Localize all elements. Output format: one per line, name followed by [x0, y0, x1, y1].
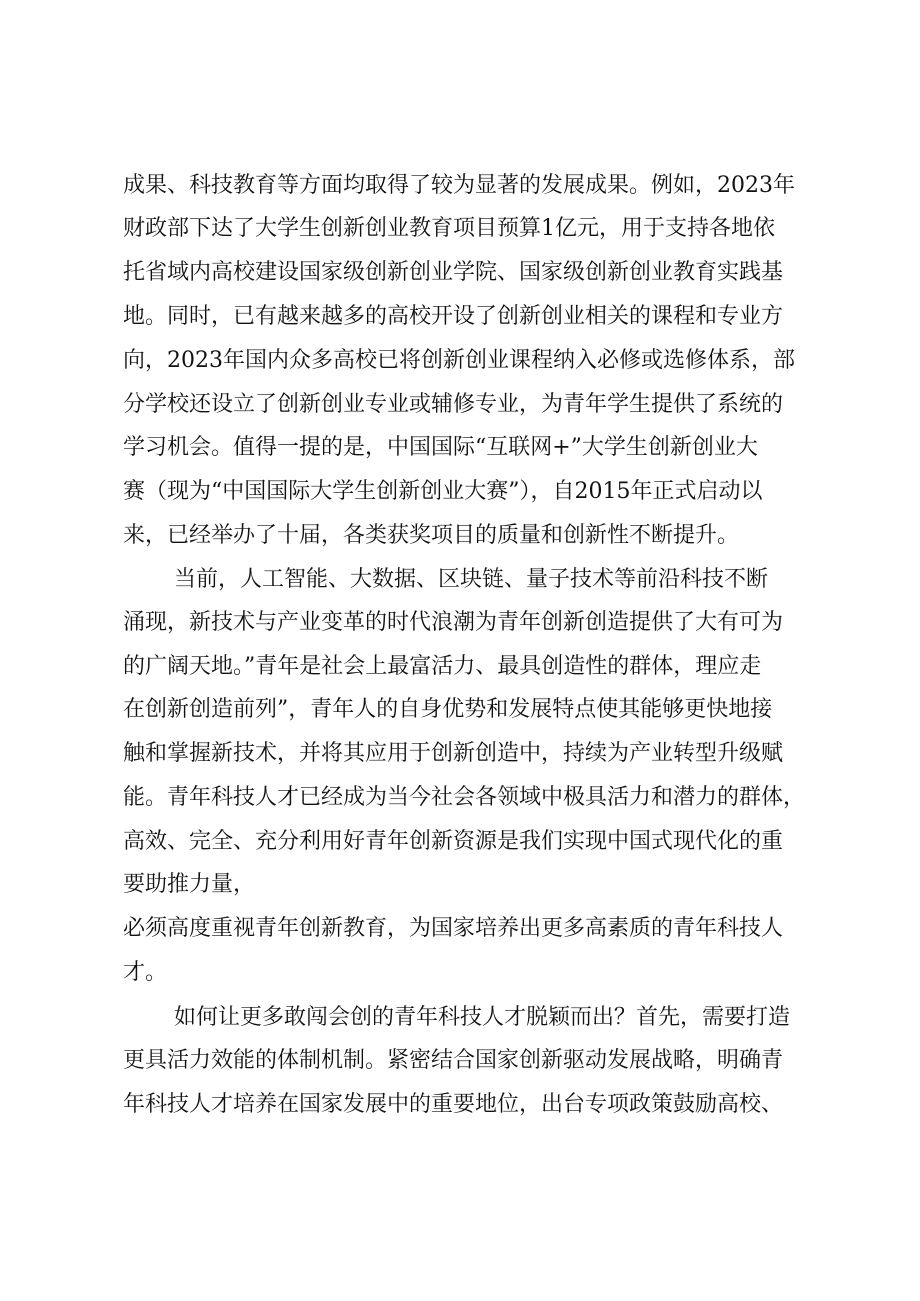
text-line: 在创新创造前列”，青年人的自身优势和发展特点使其能够更快地接: [123, 697, 773, 722]
text-line: 成果、科技教育等方面均取得了较为显著的发展成果。例如，2023年: [123, 173, 795, 198]
text-line: 高效、完全、充分利用好青年创新资源是我们实现中国式现代化的重: [123, 829, 784, 854]
text-line: 能。青年科技人才已经成为当今社会各领域中极具活力和潜力的群体，: [123, 785, 806, 810]
text-line: 托省域内高校建设国家级创新创业学院、国家级创新创业教育实践基: [123, 260, 784, 285]
paragraph-start: 当前，人工智能、大数据、区块链、量子技术等前沿科技不断: [174, 567, 769, 592]
text-line: 赛（现为“中国国际大学生创新创业大赛”），自2015年正式启动以: [123, 479, 763, 504]
text-line: 学习机会。值得一提的是，中国国际“互联网+”大学生创新创业大: [123, 435, 758, 460]
text-line: 分学校还设立了创新创业专业或辅修专业，为青年学生提供了系统的: [123, 392, 784, 417]
text-line: 地。同时，已有越来越多的高校开设了创新创业相关的课程和专业方: [123, 304, 784, 329]
text-line: 涌现，新技术与产业变革的时代浪潮为青年创新创造提供了大有可为: [123, 610, 784, 635]
text-line: 的广阔天地。”青年是社会上最富活力、最具创造性的群体，理应走: [123, 654, 762, 679]
text-line: 更具活力效能的体制机制。紧密结合国家创新驱动发展战略，明确青: [123, 1048, 784, 1073]
text-line: 触和掌握新技术，并将其应用于创新创造中，持续为产业转型升级赋: [123, 741, 784, 766]
text-line: 必须高度重视青年创新教育，为国家培养出更多高素质的青年科技人: [123, 916, 784, 941]
text-line: 才。: [123, 960, 168, 985]
text-line: 向，2023年国内众多高校已将创新创业课程纳入必修或选修体系，部: [123, 348, 795, 373]
text-line: 年科技人才培养在国家发展中的重要地位，出台专项政策鼓励高校、: [123, 1092, 784, 1117]
text-line: 来，已经举办了十届，各类获奖项目的质量和创新性不断提升。: [123, 523, 740, 548]
text-line: 财政部下达了大学生创新创业教育项目预算1亿元，用于支持各地依: [123, 216, 775, 241]
text-line: 要助推力量，: [123, 872, 256, 897]
paragraph-start: 如何让更多敢闯会创的青年科技人才脱颖而出？首先，需要打造: [174, 1005, 791, 1030]
